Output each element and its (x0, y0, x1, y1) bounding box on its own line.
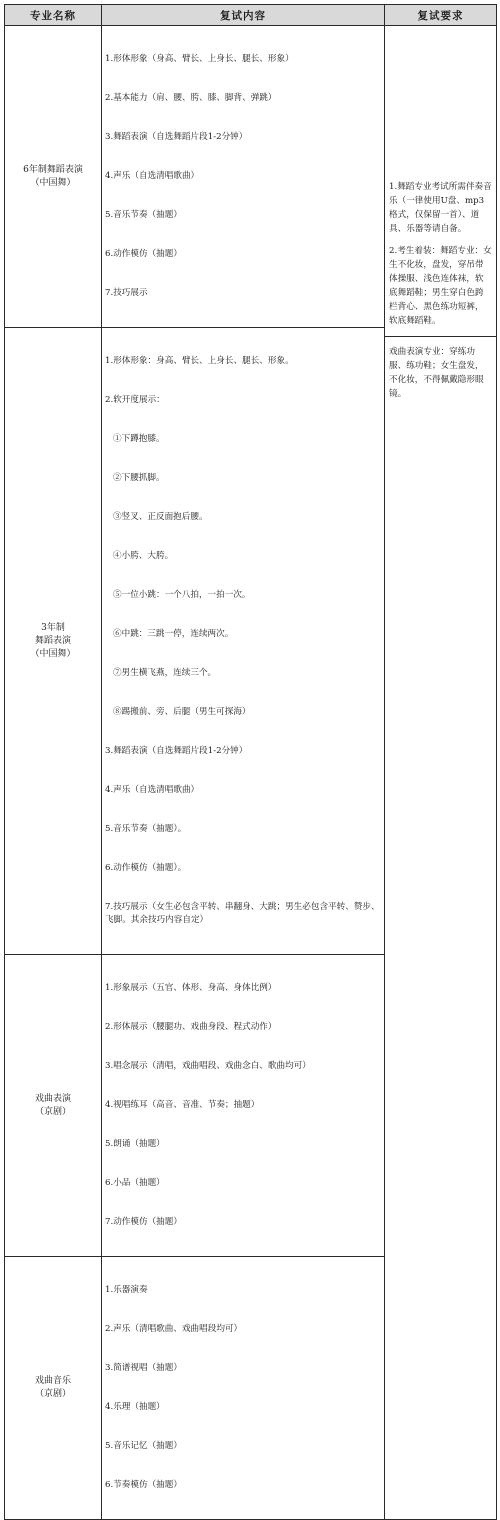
content-line: ⑦男生横飞燕，连续三个。 (113, 668, 217, 678)
exam-content-cell (102, 26, 385, 328)
content-line: 6.动作模仿（抽题）。 (105, 863, 187, 873)
content-line: 3.舞蹈表演（自选舞蹈片段1-2分钟） (105, 746, 248, 756)
content-line: 5.音乐记忆（抽题） (105, 1441, 182, 1451)
content-line: 6.动作模仿（抽题） (105, 249, 182, 259)
exam-content-cell (102, 955, 385, 1257)
major-name-line: 3年制 (41, 622, 65, 633)
content-line: 6.小品（抽题） (105, 1178, 165, 1188)
content-line: 2.形体展示（腰腿功、戏曲身段、程式动作） (105, 1022, 277, 1032)
content-line: 4.乐理（抽题） (105, 1402, 165, 1412)
content-line: ①下蹲抱膝。 (113, 434, 165, 444)
major-name-cell (5, 328, 102, 955)
content-line: 4.声乐（自选清唱歌曲） (105, 171, 200, 181)
content-line: 3.舞蹈表演（自选舞蹈片段1-2分钟） (105, 132, 248, 142)
content-line: 4.视唱练耳（高音、音准、节奏；抽题） (105, 1100, 260, 1110)
content-line: 6.节奏模仿（抽题） (105, 1480, 182, 1490)
content-line: ⑤一位小跳：一个八拍，一拍一次。 (113, 590, 251, 600)
major-name-line: （京剧） (34, 1389, 71, 1399)
content-line: ②下腰抓脚。 (113, 473, 165, 483)
major-name-line: 戏曲音乐 (34, 1376, 71, 1386)
requirement-item: 2.考生着装：舞蹈专业：女生不化妆，盘发，穿吊带体操服、浅色连体袜，软底舞蹈鞋；男生穿白色跨栏背心、黑色练功短裤，软底舞蹈鞋。 (389, 246, 492, 326)
content-line: 2.声乐（清唱歌曲、戏曲唱段均可） (105, 1324, 243, 1334)
content-line: 5.音乐节奏（抽题）。 (105, 824, 187, 834)
content-line: 7.技巧展示 (105, 288, 148, 298)
header-requirements: 复试要求 (385, 5, 497, 26)
major-name-line: 6年制舞蹈表演 (23, 164, 83, 175)
major-name-line: 戏曲表演 (34, 1093, 71, 1104)
content-line: ⑧踢搬前、旁、后腿（男生可探海） (113, 707, 251, 717)
table-row (5, 26, 497, 328)
exam-content-cell (102, 1257, 385, 1520)
major-name-cell (5, 1257, 102, 1520)
content-line: 3.唱念展示（清唱，戏曲唱段、戏曲念白、歌曲均可） (105, 1061, 311, 1071)
header-content: 复试内容 (102, 5, 385, 26)
exam-requirements-table (4, 4, 497, 1520)
major-name-line: （中国舞） (30, 648, 76, 659)
major-name-line: （京剧） (34, 1106, 71, 1117)
major-name-cell (5, 955, 102, 1257)
header-row (5, 5, 497, 26)
content-line: 7.技巧展示（女生必包含平转、串翻身、大跳；男生必包含平转、赞步、飞脚。其余技巧内容自定） (105, 902, 380, 925)
content-line: 5.朗诵（抽题） (105, 1139, 165, 1149)
content-line: 1.形象展示（五官、体形、身高、身体比例） (105, 983, 277, 993)
content-line: 3.简谱视唱（抽题） (105, 1363, 182, 1373)
content-line: 1.形体形象（身高、臂长、上身长、腿长、形象） (105, 54, 294, 64)
requirements-cell (385, 26, 497, 1520)
major-name-cell (5, 26, 102, 328)
requirements-blank (385, 26, 496, 176)
content-line: 2.基本能力（肩、腰、胯、膝、脚背、弹跳） (105, 93, 277, 103)
major-name-line: （中国舞） (30, 177, 76, 188)
content-line: 5.音乐节奏（抽题） (105, 210, 182, 220)
major-name-line: 舞蹈表演 (34, 635, 71, 646)
content-line: ③竖叉、正反面抱后腰。 (113, 512, 208, 522)
header-major: 专业名称 (5, 5, 102, 26)
requirement-item: 1.舞蹈专业考试所需伴奏音乐（一律使用U盘、mp3格式，仅保留一首）、道具、乐器等请自备。 (389, 182, 492, 234)
content-line: 7.动作模仿（抽题） (105, 1217, 182, 1227)
content-line: ④小胯、大胯。 (113, 551, 174, 561)
content-line: ⑥中跳：三跳一停，连续两次。 (113, 629, 234, 639)
requirement-item: 戏曲表演专业：穿练功服、练功鞋；女生盘发，不化妆，不得佩戴隐形眼镜。 (385, 336, 496, 401)
content-line: 2.软开度展示： (105, 395, 165, 405)
content-line: 4.声乐（自选清唱歌曲） (105, 785, 200, 795)
exam-content-cell (102, 328, 385, 955)
exam-table-container (4, 4, 496, 1490)
content-line: 1.形体形象：身高、臂长、上身长、腿长、形象。 (105, 356, 294, 366)
content-line: 1.乐器演奏 (105, 1285, 148, 1295)
